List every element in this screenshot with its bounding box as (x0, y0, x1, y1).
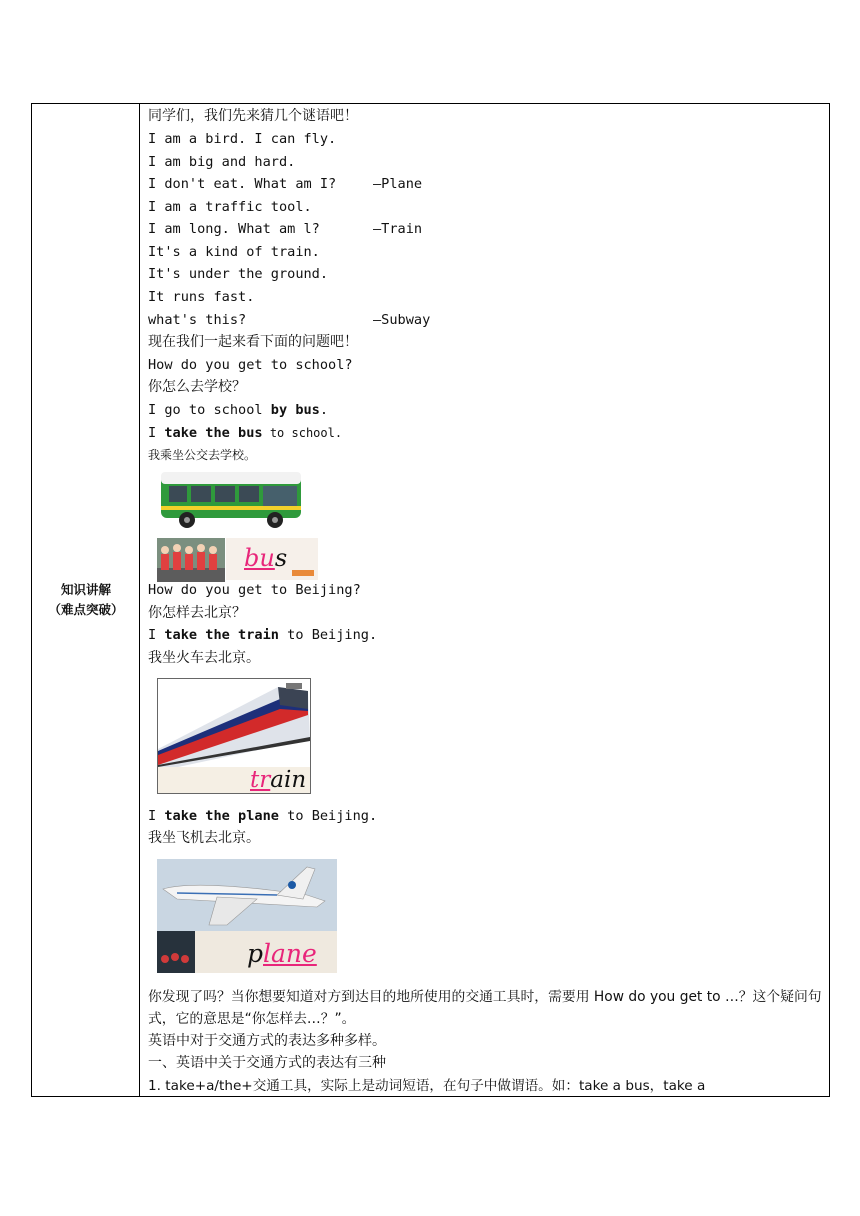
riddle-line: It's a kind of train. (148, 244, 320, 260)
riddle-answer-train: —Train (373, 221, 423, 237)
section-label-main: 知识讲解 (60, 582, 111, 597)
summary-heading: 一、英语中关于交通方式的表达有三种 (148, 1055, 386, 1071)
riddle-answer-subway: —Subway (373, 312, 431, 328)
riddle-line: I am big and hard. (148, 154, 296, 170)
riddle-line: I am a bird. I can fly. (148, 131, 337, 147)
bus-word-card: bus (226, 538, 318, 580)
question-school: How do you get to school? (148, 357, 353, 373)
question-beijing: How do you get to Beijing? (148, 582, 361, 598)
summary-line: 英语中对于交通方式的表达多种多样。 (148, 1033, 386, 1049)
answer-take-bus: I take the bus to school. (148, 425, 343, 441)
section-label-cell (32, 104, 140, 1096)
section-label (32, 580, 140, 620)
children-photo (157, 538, 225, 582)
summary-rule: 1. take+a/the+交通工具，实际上是动词短语，在句子中做谓语。如：take a bus，take a (148, 1078, 706, 1094)
answer-take-train-cn: 我坐火车去北京。 (148, 650, 260, 666)
plane-image: plane (157, 859, 337, 973)
riddle-line: what's this? (148, 312, 247, 328)
question-beijing-cn: 你怎样去北京？ (148, 605, 246, 621)
bus-image (157, 464, 307, 536)
answer-take-plane: I take the plane to Beijing. (148, 808, 378, 824)
lesson-table (31, 103, 830, 1097)
riddle-line: I am long. What am l? (148, 221, 320, 237)
train-image: train (157, 678, 311, 794)
riddle-line: It runs fast. (148, 289, 255, 305)
answer-by-bus: I go to school by bus. (148, 402, 329, 418)
summary-paragraph: 你发现了吗？当你想要知道对方到达目的地所使用的交通工具时，需要用 How do you get to …？这个疑问句式，它的意思是“你怎样去…？”。 (148, 989, 822, 1027)
question-intro: 现在我们一起来看下面的问题吧！ (148, 334, 358, 350)
answer-take-bus-cn: 我乘坐公交去学校。 (148, 448, 257, 462)
riddle-answer-plane: —Plane (373, 176, 423, 192)
riddle-line: I am a traffic tool. (148, 199, 312, 215)
answer-take-plane-cn: 我坐飞机去北京。 (148, 830, 260, 846)
riddle-line: I don't eat. What am I? (148, 176, 337, 192)
riddle-line: It's under the ground. (148, 266, 329, 282)
section-label-sub: （难点突破） (48, 602, 124, 617)
riddle-intro: 同学们，我们先来猜几个谜语吧！ (148, 108, 358, 124)
answer-take-train: I take the train to Beijing. (148, 627, 378, 643)
question-school-cn: 你怎么去学校？ (148, 379, 246, 395)
